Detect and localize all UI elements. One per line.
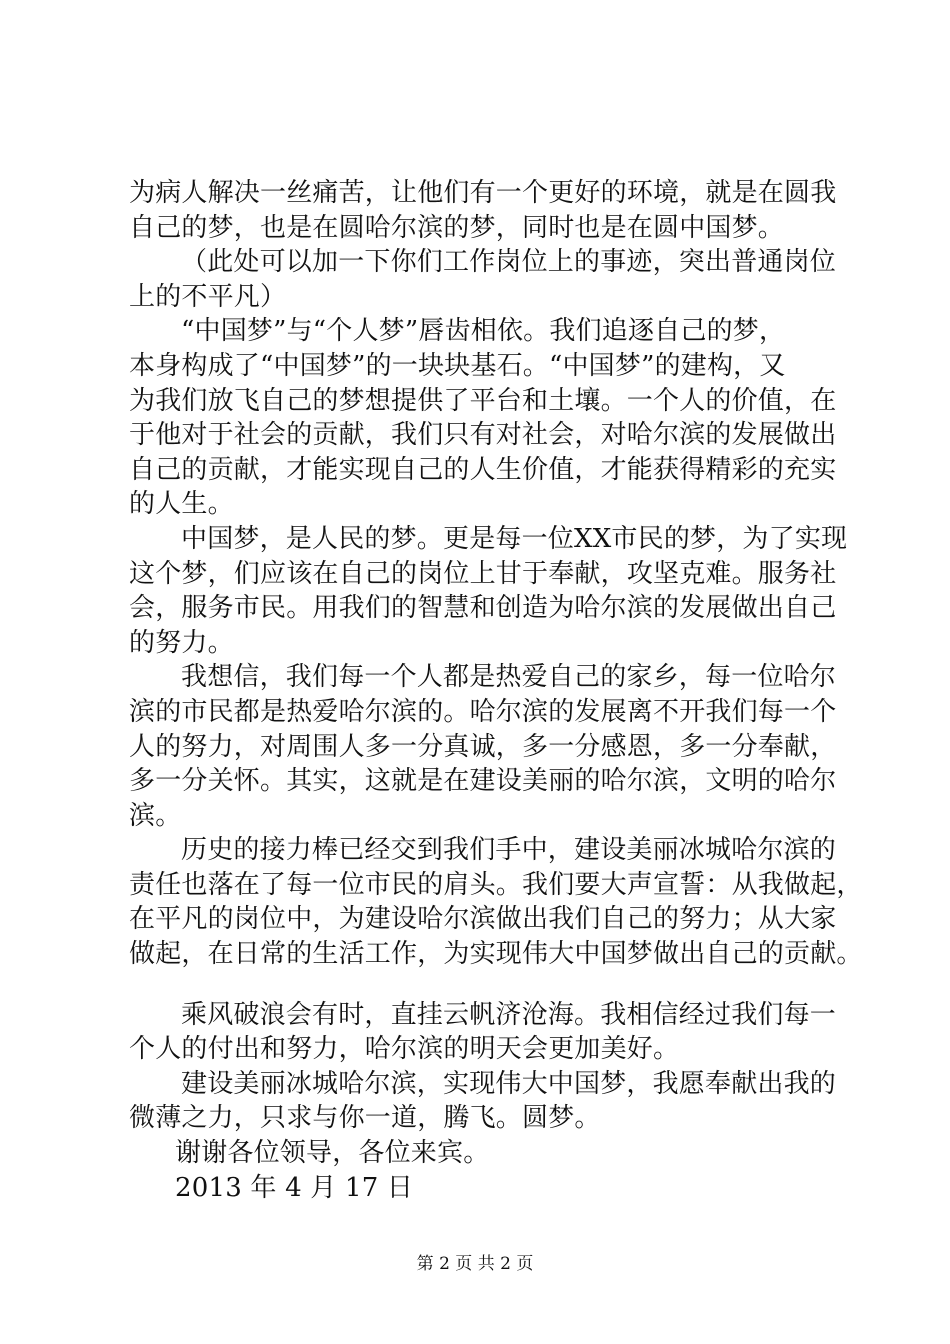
body-line: 历史的接力棒已经交到我们手中，建设美丽冰城哈尔滨的: [181, 835, 837, 866]
body-line: 在平凡的岗位中，为建设哈尔滨做出我们自己的努力；从大家: [129, 904, 837, 935]
document-body: [129, 176, 863, 1205]
body-line: 会，服务市民。用我们的智慧和创造为哈尔滨的发展做出自己: [129, 593, 837, 624]
body-line: 自己的梦，也是在圆哈尔滨的梦，同时也是在圆中国梦。: [129, 212, 785, 243]
body-line: 建设美丽冰城哈尔滨，实现伟大中国梦，我愿奉献出我的: [181, 1068, 837, 1099]
body-line: （此处可以加一下你们工作岗位上的事迹，突出普通岗位: [181, 247, 837, 278]
body-line: 多一分关怀。其实，这就是在建设美丽的哈尔滨，文明的哈尔: [129, 766, 837, 797]
body-line: 责任也落在了每一位市民的肩头。我们要大声宣誓：从我做起，: [129, 869, 863, 900]
body-line: 的努力。: [129, 627, 234, 658]
body-line: 我想信，我们每一个人都是热爱自己的家乡，每一位哈尔: [181, 662, 837, 693]
body-line: 个人的付出和努力，哈尔滨的明天会更加美好。: [129, 1034, 680, 1065]
body-line: 为我们放飞自己的梦想提供了平台和土壤。一个人的价值，在: [129, 385, 837, 416]
body-line: 这个梦，们应该在自己的岗位上甘于奉献，攻坚克难。服务社: [129, 558, 837, 589]
body-line: 滨的市民都是热爱哈尔滨的。哈尔滨的发展离不开我们每一个: [129, 696, 837, 727]
body-line: 做起，在日常的生活工作，为实现伟大中国梦做出自己的贡献。: [129, 939, 863, 970]
body-line: 中国梦，是人民的梦。更是每一位XX市民的梦，为了实现: [181, 523, 848, 554]
body-line: 的人生。: [129, 489, 234, 520]
date-line: 2013 年 4 月 17 日: [175, 1172, 414, 1203]
body-line: “中国梦”与“个人梦”唇齿相依。我们追逐自己的梦，: [181, 316, 786, 347]
page-footer: 第 2 页 共 2 页: [416, 1254, 534, 1274]
paragraph-gap: [129, 972, 849, 998]
body-line: 本身构成了“中国梦”的一块块基石。“中国梦”的建构，又: [129, 350, 786, 381]
closing-line: 谢谢各位领导，各位来宾。: [175, 1138, 490, 1169]
body-line: 滨。: [129, 800, 182, 831]
body-line: 自己的贡献，才能实现自己的人生价值，才能获得精彩的充实: [129, 454, 837, 485]
body-line: 乘风破浪会有时，直挂云帆济沧海。我相信经过我们每一: [181, 999, 837, 1030]
body-line: 为病人解决一丝痛苦，让他们有一个更好的环境，就是在圆我: [129, 178, 837, 208]
body-line: 微薄之力，只求与你一道，腾飞。圆梦。: [129, 1103, 601, 1134]
body-line: 人的努力，对周围人多一分真诚，多一分感恩，多一分奉献，: [129, 731, 837, 762]
body-line: 上的不平凡）: [129, 281, 287, 312]
body-line: 于他对于社会的贡献，我们只有对社会，对哈尔滨的发展做出: [129, 420, 837, 451]
